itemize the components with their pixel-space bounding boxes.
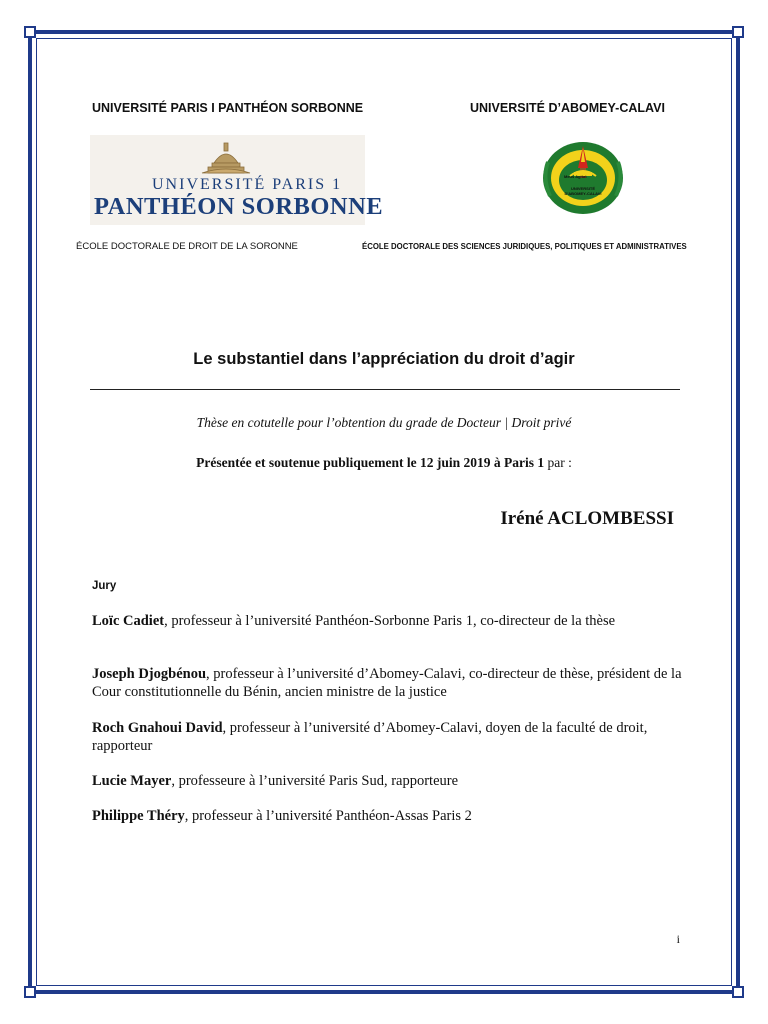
left-doctoral-school: ÉCOLE DOCTORALE DE DROIT DE LA SORONNE: [76, 241, 298, 252]
presentation-date: Présentée et soutenue publiquement le 12 juin 2019 à Paris 1: [196, 455, 545, 470]
jury-member-role: , professeur à l’université Panthéon-Sorbonne Paris 1, co-directeur de la thèse: [164, 613, 616, 629]
jury-member-role: , professeure à l’université Paris Sud, rapporteure: [171, 773, 459, 789]
jury-member-name: Philippe Théry: [92, 808, 185, 824]
thesis-title: Le substantiel dans l’appréciation du droit d’agir: [193, 350, 575, 368]
border-corner-top-left: [24, 26, 36, 38]
page-number: i: [676, 932, 680, 946]
presentation-line: [0, 455, 768, 471]
jury-member-name: Loïc Cadiet: [92, 613, 165, 629]
border-corner-top-right: [732, 26, 744, 38]
seal-university-name: UNIVERSITÉ D'ABOMEY-CALAVI: [564, 186, 602, 196]
logo-university-line: UNIVERSITÉ PARIS 1: [152, 176, 343, 193]
jury-member-name: Joseph Djogbénou: [92, 666, 207, 682]
title-divider: [90, 389, 680, 390]
left-university-name: UNIVERSITÉ PARIS I PANTHÉON SORBONNE: [92, 101, 364, 115]
jury-member: [92, 772, 682, 790]
jury-member-name: Lucie Mayer: [92, 773, 172, 789]
right-doctoral-school: ÉCOLE DOCTORALE DES SCIENCES JURIDIQUES, POLITIQUES ET ADMINISTRATIVES: [362, 242, 687, 251]
jury-member: [92, 665, 682, 701]
border-corner-bottom-left: [24, 986, 36, 998]
jury-member: [92, 719, 682, 755]
abomey-calavi-logo: [540, 136, 626, 216]
jury-member-name: Roch Gnahoui David: [92, 720, 223, 736]
jury-member-role: , professeur à l’université d’Abomey-Calavi, co-directeur de thèse, président de la Cour constitutionnelle du Bénin, ancien ministre de la justice: [92, 666, 682, 700]
author-name: Iréné ACLOMBESSI: [500, 508, 674, 529]
jury-heading: Jury: [92, 580, 117, 592]
logo-pantheon-line: PANTHÉON SORBONNE: [94, 193, 384, 220]
right-university-name: UNIVERSITÉ D’ABOMEY-CALAVI: [470, 101, 665, 115]
pantheon-sorbonne-logo: [90, 135, 384, 225]
jury-member: [92, 807, 682, 825]
jury-member-role: , professeur à l’université d’Abomey-Calavi, doyen de la faculté de droit, rapporteur: [92, 720, 648, 754]
jury-member: [92, 612, 682, 630]
seal-motto: Meus Agitat: [564, 174, 587, 179]
presentation-suffix: par :: [544, 455, 572, 470]
thesis-subtitle: Thèse en cotutelle pour l’obtention du grade de Docteur | Droit privé: [196, 415, 572, 430]
jury-member-role: , professeur à l’université Panthéon-Assas Paris 2: [184, 808, 472, 824]
border-corner-bottom-right: [732, 986, 744, 998]
